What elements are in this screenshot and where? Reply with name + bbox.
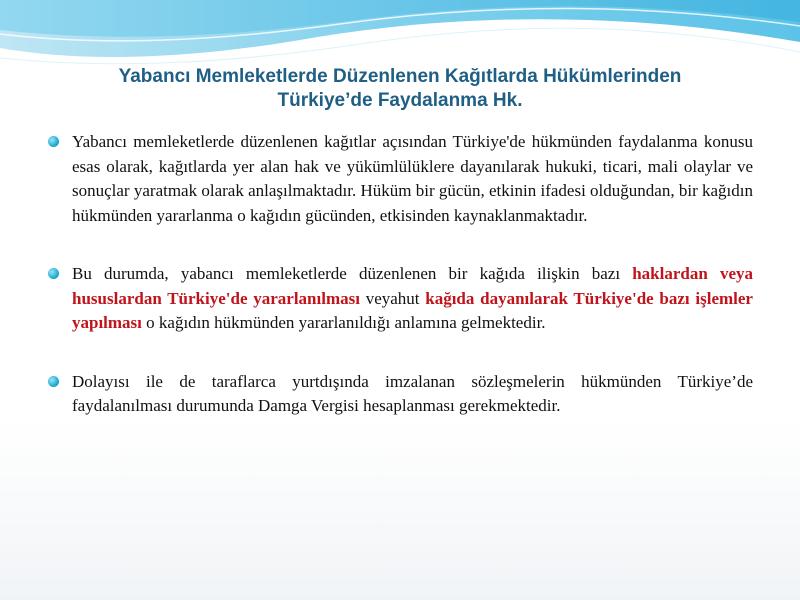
bullet-text: Yabancı memleketlerde düzenlenen kağıtlar açısından Türkiye'de hükmünden faydalanma konusu esas olarak, kağıtlarda yer alan hak ve yükümlülüklere dayanılarak hukuki, ticari, mali olaylar ve sonuçlar yaratmak olarak anlaşılmaktadır. Hüküm bir gücün, etkinin ifadesi olduğundan, bir kağıdın hükmünden yararlanma o kağıdın gücünden, etkisinden kaynaklanmaktadır.	[72, 132, 753, 225]
bullet-item	[48, 130, 753, 228]
bullet-text-part: veyahut	[359, 288, 426, 308]
slide-title-line-1: Yabancı Memleketlerde Düzenlenen Kağıtlarda Hükümlerinden	[118, 66, 682, 87]
bullet-list	[48, 130, 753, 419]
slide-title-line-2: Türkiye’de Faydalanma Hk.	[277, 90, 523, 111]
bullet-text: Dolayısı ile de taraflarca yurtdışında imzalanan sözleşmelerin hükmünden Türkiye’de faydalanılması durumunda Damga Vergisi hesaplanması gerekmektedir.	[72, 371, 753, 415]
bullet-dot-icon	[48, 376, 59, 387]
highlighted-text: haklardan veya hususlardan Türkiye'de yararlanılması	[72, 264, 753, 308]
bullet-text-part: o kağıdın hükmünden yararlanıldığı anlamına gelmektedir.	[141, 313, 546, 332]
bullet-text-part: Bu durumda, yabancı memleketlerde düzenlenen bir kağıda ilişkin bazı	[72, 264, 633, 283]
bullet-dot-icon	[48, 136, 59, 147]
bullet-item	[48, 370, 753, 419]
bullet-item	[48, 262, 753, 336]
header-wave-decoration	[0, 0, 800, 70]
highlighted-text: kağıda dayanılarak Türkiye'de bazı işlemler yapılması	[72, 288, 753, 332]
bullet-dot-icon	[48, 268, 59, 279]
slide-title	[40, 65, 760, 113]
